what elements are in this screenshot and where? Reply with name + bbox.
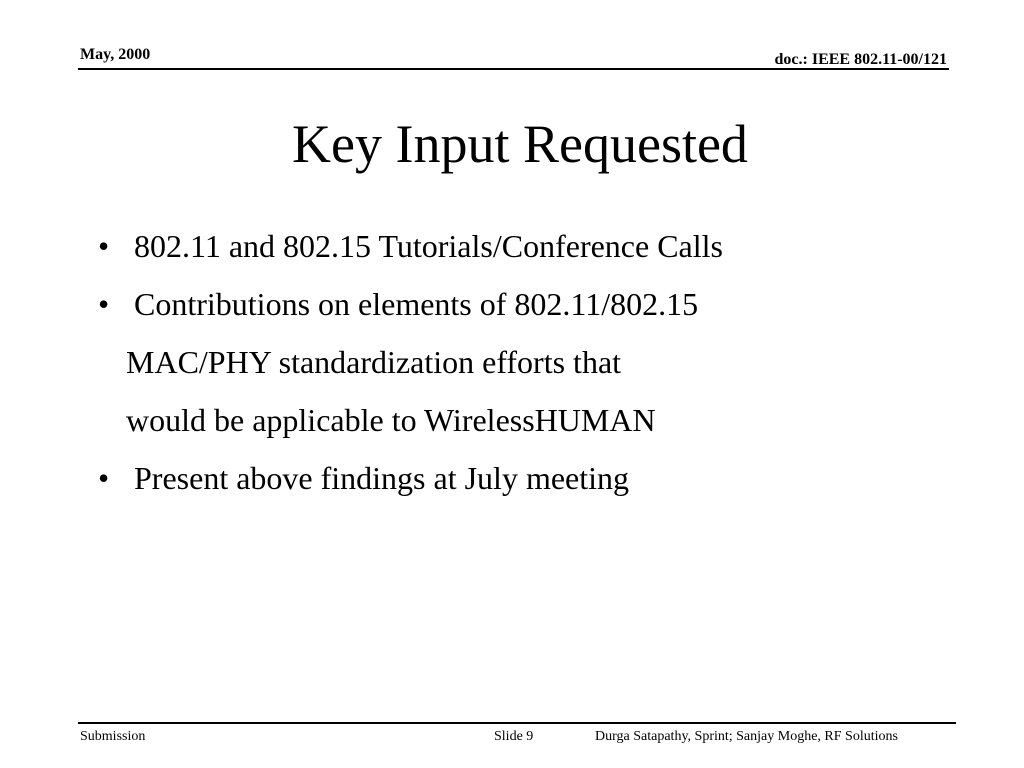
bullet-list bbox=[98, 220, 958, 510]
bullet-continuation bbox=[98, 394, 958, 452]
header-doc-id: doc.: IEEE 802.11-00/121 bbox=[774, 51, 947, 68]
bullet-icon: • bbox=[98, 228, 110, 264]
bullet-text: would be applicable to WirelessHUMAN bbox=[126, 402, 656, 438]
bullet-icon: • bbox=[98, 286, 110, 322]
bullet-icon: • bbox=[98, 460, 110, 496]
footer-rule bbox=[78, 722, 956, 724]
bullet-continuation bbox=[98, 336, 958, 394]
footer-submission: Submission bbox=[80, 729, 146, 744]
bullet-text: Present above findings at July meeting bbox=[134, 460, 630, 496]
bullet-text: Contributions on elements of 802.11/802.15 bbox=[134, 286, 699, 322]
bullet-item bbox=[98, 220, 958, 278]
bullet-text: 802.11 and 802.15 Tutorials/Conference Calls bbox=[134, 228, 723, 264]
bullet-item bbox=[98, 452, 958, 510]
header-date: May, 2000 bbox=[80, 46, 151, 63]
bullet-text: MAC/PHY standardization efforts that bbox=[126, 344, 622, 380]
footer-authors: Durga Satapathy, Sprint; Sanjay Moghe, RF Solutions bbox=[595, 729, 898, 744]
bullet-item bbox=[98, 278, 958, 336]
footer-slide-number: Slide 9 bbox=[494, 729, 534, 744]
slide-title: Key Input Requested bbox=[292, 114, 748, 174]
header-rule bbox=[78, 68, 949, 70]
